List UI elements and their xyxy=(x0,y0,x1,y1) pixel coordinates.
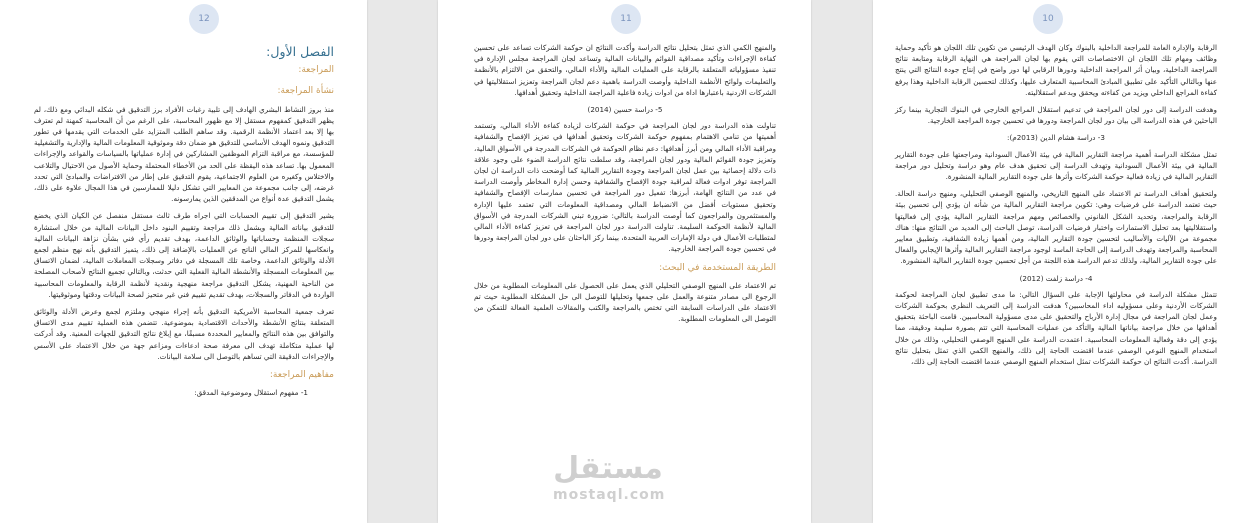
page-content xyxy=(474,42,776,331)
section-heading: الطريقة المستخدمة في البحث: xyxy=(659,262,776,273)
page-number-badge: 12 xyxy=(189,4,219,34)
page-number-badge: 10 xyxy=(1033,4,1063,34)
document-page-11 xyxy=(438,0,811,523)
numbered-item: 5- دراسة حسين (2014) xyxy=(587,105,663,115)
paragraph: يشير التدقيق إلى تقييم الحسابات التي اجراه طرف ثالث مستقل منفصل عن الكيان الذي يخضع للتدقيق بياناته المالية ويشمل ذلك مراجعة وتقييم البنود داخل البيانات المالية من خلال استشارة سجلات المنظمة وحساباتها والوثائق الداعمة، بهدف تقديم رأي فني بشأن نزاهة البيانات المالية وانعكاسها للمركز المالي الناتج عن العمليات بالإضافة إلى ذلك، يتميز التدقيق بأنه نهج منظم لجمع الأدلة والوثائق الداعمة، وخاصة تلك المسجلة في دفاتر وسجلات المعاملات المالية، لضمان الاتساق بين المعلومات المسجلة والأنشطة المالية الفعلية التي حدثت، وبالتالي تجميع النتائج لأصحاب المصلحة من الناحية المهنية، يشكل التدقيق مراجعة منهجية ونقدية لأنظمة الرقابة والمعلومات المحاسبية الواردة في الدفاتر والسجلات، بهدف تقديم تقييم فني غير متحيز لصحة البيانات ودقتها وموثوقيتها. xyxy=(34,211,334,299)
page-content xyxy=(895,42,1217,373)
section-heading: نشأة المراجعة: xyxy=(277,86,334,97)
numbered-item: 4- دراسة زلفت (2012) xyxy=(1019,273,1093,283)
paragraph: تمثل مشكلة الدراسة أهمية مراجعة التقارير المالية في بيئة الأعمال السودانية ومراجعتها على جودة التقارير المالية في بيئة الأعمال السودانية وتهدف الدراسة إلى تحقيق هدف عام وهو دراسة وتحليل دور مراجعة التقارير المالية في زيادة فعالية حوكمة الشركات وأثرها على جودة التقارير المالية المنشورة. xyxy=(895,149,1217,182)
watermark-arabic-text: مستقل xyxy=(553,451,663,486)
paragraph: ولتحقيق أهداف الدراسة تم الاعتماد على المنهج التاريخي، والمنهج الوصفي التحليلي، ومنهج دراسة الحالة. حيث تعتمد الدراسة على فرضيات وهي: تكوين مراجعة التقارير المالية من شأنه ان يؤدي إلى تحسين بيئة الرقابة والمراجعة، وتحديد الشكل القانوني والخصائص ومهم مراجعة التقارير المالية يؤدي إلى فعاليتها واستقلاليتها بعد تحليل الاستمارات واختبار فرضيات الدراسة، توصل الباحث إلى العديد من النتائج منها: هناك مجموعة من الآليات والأساليب لتحسين جودة التقارير المالية، ومن أهمها زيادة الشفافية، وتطبيق معايير المحاسبة والمراجعة وتهدف الدراسة إلى الحاجة الماسة لوجود مراجعة التقارير المالية وأثرها الإيجابي والفعال على جودة التقارير المالية، ولذلك تدعم الدراسة هذه اللجنة من أجل تحسين جودة التقارير المالية المنشورة. xyxy=(895,189,1217,266)
paragraph: تعرف جمعية المحاسبة الأمريكية التدقيق بأنه إجراء منهجي وملتزم لجمع وعرض الأدلة والوثائق المتعلقة بنتائج الأنشطة والأحداث الاقتصادية بموضوعية. تتضمن هذه العملية تقييم مدى الاتساق والتوافق بين هذه النتائج والمعايير المحددة مسبقًا، مع إبلاغ نتائج التدقيق للجهات المعنية. وقد أدركت لها عملية متكاملة تهدف الى معرفة صحة ادعاءات ومزاعم جهة من خلال الاعتماد على الأسس والإجراءات الدقيقة التي تساهم بالتوصل الى سلامة البيانات. xyxy=(34,307,334,361)
section-heading: مفاهيم المراجعة: xyxy=(269,370,334,381)
watermark-latin-text: mostaql.com xyxy=(553,487,666,503)
mostaql-watermark-logo xyxy=(553,451,666,516)
paragraph: وهدفت الدراسة إلى دور لجان المراجعة في تدعيم استقلال المراجع الخارجي في البنوك التجارية بينما ركز الباحثين في هذه الدراسة الى بيان دور لجان المراجعة ودورها في تحسين جودة المراجعة الخارجية. xyxy=(895,105,1217,126)
document-page-10 xyxy=(873,0,1249,523)
numbered-item: 1- مفهوم استقلال وموضوعية المدقق: xyxy=(194,388,308,398)
paragraph: والمنهج الكمي الذي تمثل بتحليل نتائج الدراسة وأكدت النتائج ان حوكمة الشركات تساعد على تحسين كفاءة الإجراءات وتأكيد مصداقية القوائم والبيانات المالية وتساعد لجان المراجعة مجلس الإدارة في تنفيذ مسؤولياته المتعلقة بالرقابة على العمليات المالية والأداء المالي، والتحقق من الالتزام بالأنظمة والتعليمات ولوائح الأنظمة الداخلية وأوصت الدراسة باهمية دعم لجان المراجعة وتعزيز استقلاليتها في الشركات الاردنية باعتبارها اداة من ادوات زيادة فاعلية المراجعة الداخلية وتحقيق أهدافها. xyxy=(474,43,776,97)
numbered-item: 3- دراسة هشام الدين (2013م): xyxy=(1007,133,1105,143)
section-subtitle: المراجعة: xyxy=(298,65,334,76)
paragraph: تم الاعتماد على المنهج الوصفي التحليلي الذي يعمل على الحصول على المعلومات المطلوبة من خلال الرجوع الى مصادر متنوعة والعمل على جمعها وتحليلها للتوصل الى حل المشكلة المطلوبة حيث تم الاعتماد على الدراسات السابقة التي تختص بالمراجعة والكتب والمقالات العلمية الفعالة للتمكن من التوصل الى المعلومات المطلوبة. xyxy=(474,280,776,324)
paragraph: منذ بروز النشاط البشري الهادف إلى تلبية رغبات الأفراد برز التدقيق في شكله البدائي ومع ذلك، لم يظهر التدقيق كمفهوم مستقل إلا مع ظهور المحاسبة، على الرغم من أن المحاسبة كمهنة لم تعترف بها إلا بعد اعتماد الأنظمة الرقمية. وقد ساهم الطلب المتزايد على الخدمات التي يقدمها في تطور التدقيق ونموه الهدف الأساسي للتدقيق هو ضمان دقة وموثوقية المعلومات المالية والإدارية والتشغيلية للمؤسسة، مع مراقبة التزام الموظفين المشاركين في إدارة عملياتها بالسياسات والقواعد والإجراءات المعمول بها. تساعد هذه اليقظة على الحد من الأخطاء المحتملة وحماية الأصول من الاحتيال والتلاعب والاختلاس وكغيره من العلوم الاجتماعية، يقوم التدقيق على إطار من الافتراضات والمبادئ التي تحدد غرضه، إلى جانب مجموعة من المعايير التي تشكل دليلا للممارسين في هذا المجال علاوة على ذلك، يشمل التدقيق عدة أنواع من المدققين الذين يمارسونه. xyxy=(34,104,334,204)
paragraph: تناولت هذه الدراسة دور لجان المراجعة في حوكمة الشركات لزيادة كفاءة الأداء المالي، وتستمد أهميتها من تنامي الاهتمام بمفهوم حوكمة الشركات وتحقيق أهدافها في تعزيز الإفصاح والشفافية ومراقبة الأداء المالي ومن أبرز أهدافها: دعم نظام الحوكمة في الشركات المدرجة في الأسواق المالية، وتعزيز جودة القوائم المالية ودور لجان المراجعة، وقد سلطت نتائج الدراسة الضوء على وجود علاقة ذات دلالة إحصائية بين عمل لجان المراجعة وجودة التقارير المالية كما أوضحت ذات الدراسة ان لجان المراجعة توفر ادوات فعالة لمراقبة جودة الإفصاح والشفافية وحسن إدارة المخاطر وأوصت الدراسة في عدد من النتائج الهامة، أبرزها: تفعيل دور المراجعة في تحسين ممارسات الإفصاح والشفافية وتحقيق مستويات أفضل من الانضباط المالي ومصداقية المعلومات التي تعتمد عليها الإدارة والمستثمرون والمراجعون كما أوصت الدراسة بالتالي: ضرورة تبني الشركات المدرجة في الأسواق المالية لأنظمة الحوكمة السليمة. تناولت الدراسة دور لجان المراجعة في تعزيز كفاءة الأداء المالي لمتطلبات الأعمال في دولة الإمارات العربية المتحدة، بينما ركز الباحثان على دور لجان المراجعة ودورها في تحسين جودة المراجعة الخارجية. xyxy=(474,121,776,254)
paragraph: الرقابة والإدارة العامة للمراجعة الداخلية بالبنوك وكان الهدف الرئيسي من تكوين تلك اللجان هو تأكيد وحماية وظائف ومهام تلك اللجان ان الاختصاصات التي يقوم بها لجان المراجعة هي النهاية الرقابة ومتابعة نتائج المراجعة الداخلية، وبيان أثر المراجعة الداخلية ودورها الرقابي لها دور واضح في إنتاج جودة النتائج التي ينتج عنها وبالتالي التأكيد على تطبيق المبادئ المحاسبية المتعارف عليها، وكذلك لتحسين الرقابة الداخلية وهذا يرفع كفاءة المراجع الداخلي ويزيد من كفاءته ويحقق وبدعم استقلاليته. xyxy=(895,43,1217,97)
page-content xyxy=(34,46,334,403)
page-number-badge: 11 xyxy=(611,4,641,34)
paragraph: تتمثل مشكلة الدراسة في محاولتها الإجابة على السؤال التالي: ما مدى تطبيق لجان المراجعة لحوكمة الشركات الأردنية وعلى مسؤوليه اداء المحاسبين؟ هدفت الدراسة إلى التعريف النظري بحوكمة الشركات وعمل لجان المراجعة في مجال إدارة الأرباح والتحقيق على مدى مسؤولية المحاسبين. قامت الباحثة بتحقيق أهدافها من خلال مراجعة بياناتها المالية والتأكد من عمليات المحاسبة التي تتم بصورة سليمة ودقيقة، مما يؤدي إلى دقة وفعالية المعلومات المحاسبية. اعتمدت الدراسة على المنهج الوصفي التحليلي، وذلك من خلال استخدام المنهج النوعي الوصفي عندما اقتضت الحاجة إلى ذلك، والمنهج الكمي الذي تمثل بتحليل نتائج الدراسة. أكدت النتائج ان حوكمة الشركات تمثل استخدام المنهج الوصفي عندما اقتضت الحاجة إلى ذلك، xyxy=(895,289,1217,367)
document-page-12 xyxy=(0,0,367,523)
chapter-title: الفصل الأول: xyxy=(266,44,334,59)
